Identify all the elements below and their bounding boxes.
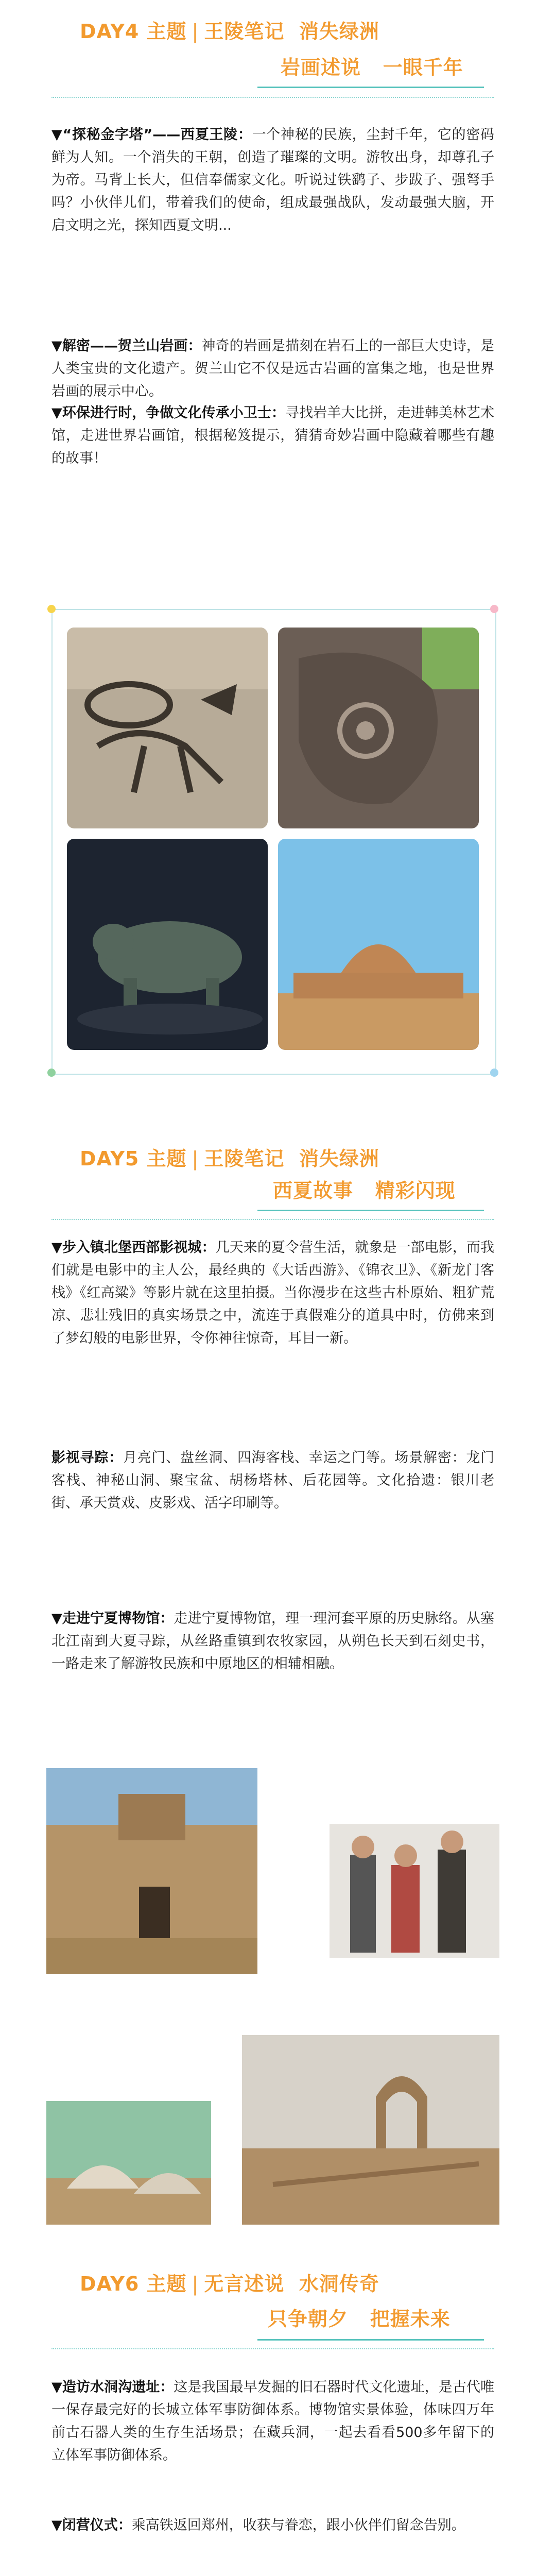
day5-p3-lead: ▼走进宁夏博物馆： (51, 1611, 174, 1626)
day5-p1-body: 几天来的夏令营生活，就象是一部电影，而我们就是电影中的主人公，最经典的《大话西游》、《锦衣卫》、《新龙门客栈》《红高粱》等影片就在这里拍摄。当你漫步在这些古朴原始、粗犷荒凉、悲壮残旧的真实场景之中，流连于真假难分的道具中时，仿佛来到了梦幻般的电影世界，令你神往惊奇，耳目一新。 (51, 1240, 495, 1346)
frame-corner-dot (47, 1069, 56, 1077)
day5-heading-line2 (273, 1175, 456, 1203)
day6-p2-body: 乘高铁返回郑州，收获与眷恋，跟小伙伴们留念告别。 (131, 2517, 465, 2533)
day5-heading-subtitle: 消失绿洲 (299, 1147, 379, 1170)
day4-p3-body: 寻找岩羊大比拼，走进韩美林艺术馆，走进世界岩画馆，根据秘笈提示，猜猜奇妙岩画中隐藏着哪些有趣的故事！ (51, 405, 495, 466)
day4-paragraph-2 (51, 335, 494, 403)
day6-p2-lead: ▼闭营仪式： (51, 2517, 132, 2533)
day6-p1-body: 这是我国最早发掘的旧石器时代文化遗址，是古代唯一保存最完好的长城立体军事防御体系。博物馆实景体验，体味四万年前古石器人类的生存生活场景；在藏兵洞，一起去看看500多年留下的立体军事防御体系。 (51, 2379, 495, 2463)
day4-p2-lead: ▼解密——贺兰山岩画： (51, 338, 202, 354)
day4-heading-prefix: DAY4 主题 (80, 20, 187, 43)
day6-heading-dots (51, 2348, 494, 2350)
bronze-ox-photo (67, 839, 268, 1050)
day4-heading-line2 (281, 52, 463, 80)
day4-heading-motto-a: 岩画述说 (281, 56, 361, 79)
desert-arch-photo (242, 2035, 499, 2225)
day5-heading-prefix: DAY5 主题 (80, 1147, 187, 1170)
day4-p1-lead: ▼“探秘金字塔”——西夏王陵： (51, 127, 252, 143)
day6-heading-subtitle: 水洞传奇 (299, 2273, 379, 2295)
day4-heading-underline (257, 87, 484, 88)
day6-paragraph-1 (51, 2376, 494, 2467)
day5-heading-motto-a: 西夏故事 (273, 1179, 354, 1202)
day4-p3-lead: ▼环保进行时，争做文化传承小卫士： (51, 405, 285, 421)
frame-corner-dot (47, 605, 56, 613)
day6-p1-lead: ▼造访水洞沟遗址： (51, 2379, 174, 2395)
heading-separator: | (192, 1147, 199, 1170)
day5-heading-underline (257, 1210, 484, 1211)
day4-heading-subtitle: 消失绿洲 (299, 20, 379, 43)
day5-heading-title: 王陵笔记 (204, 1147, 285, 1170)
day6-paragraph-2 (51, 2514, 494, 2537)
day5-heading-motto-b: 精彩闪现 (375, 1179, 456, 1202)
frame-corner-dot (490, 605, 498, 613)
day5-p2-lead: 影视寻踪： (51, 1450, 123, 1466)
day6-heading-line2 (268, 2303, 451, 2331)
day6-heading-prefix: DAY6 主题 (80, 2273, 187, 2295)
yurt-village-photo (46, 2101, 211, 2225)
day4-p1-body: 一个神秘的民族，尘封千年，它的密码鲜为人知。一个消失的王朝，创造了璀璨的文明。游牧出身，却尊孔子为帝。马背上长大，但信奉儒家文化。听说过铁鹞子、步跋子、强弩手吗？小伙伴儿们，带着我们的使命，组成最强战队，发动最强大脑，开启文明之光，探知西夏文明... (51, 127, 495, 233)
film-studio-gate-photo (46, 1768, 257, 1974)
day5-paragraph-3 (51, 1607, 494, 1675)
costume-performers-photo (330, 1824, 499, 1958)
day5-paragraph-1 (51, 1236, 494, 1350)
day5-p1-lead: ▼步入镇北堡西部影视城： (51, 1240, 216, 1256)
frame-corner-dot (490, 1069, 498, 1077)
day5-heading-dots (51, 1219, 494, 1221)
day4-p2-body: 神奇的岩画是描刻在岩石上的一部巨大史诗，是人类宝贵的文化遗产。贺兰山它不仅是远古岩画的富集之地，也是世界岩画的展示中心。 (51, 338, 495, 399)
day6-heading-title: 无言述说 (204, 2273, 285, 2295)
heading-separator: | (192, 2273, 199, 2295)
day4-paragraph-3 (51, 402, 494, 470)
western-xia-mausoleum-photo (278, 839, 479, 1050)
day6-heading-motto-b: 把握未来 (370, 2308, 451, 2330)
day6-heading-underline (257, 2339, 484, 2341)
day4-paragraph-1 (51, 124, 494, 237)
day6-heading-motto-a: 只争朝夕 (268, 2308, 349, 2330)
day4-heading-motto-b: 一眼千年 (383, 56, 463, 79)
day4-heading-title: 王陵笔记 (204, 20, 285, 43)
day5-p2-body: 月亮门、盘丝洞、四海客栈、幸运之门等。场景解密：龙门客栈、神秘山洞、聚宝盆、胡杨塔林、后花园等。文化拾遗：银川老街、承天赏戏、皮影戏、活字印刷等。 (51, 1450, 495, 1511)
day5-paragraph-2 (51, 1447, 494, 1515)
day6-heading-line1 (80, 2268, 379, 2296)
rock-art-photo (67, 628, 268, 828)
heading-separator: | (192, 20, 199, 43)
day5-heading-line1 (80, 1143, 379, 1171)
day5-p3-body: 走进宁夏博物馆，理一理河套平原的历史脉络。从塞北江南到大夏寻踪，从丝路重镇到农牧家园，从朔色长天到石刻史书，一路走来了解游牧民族和中原地区的相辅相融。 (51, 1611, 495, 1672)
day4-heading-dots (51, 97, 494, 99)
day4-heading-line1 (80, 15, 379, 44)
rock-carving-photo (278, 628, 479, 828)
